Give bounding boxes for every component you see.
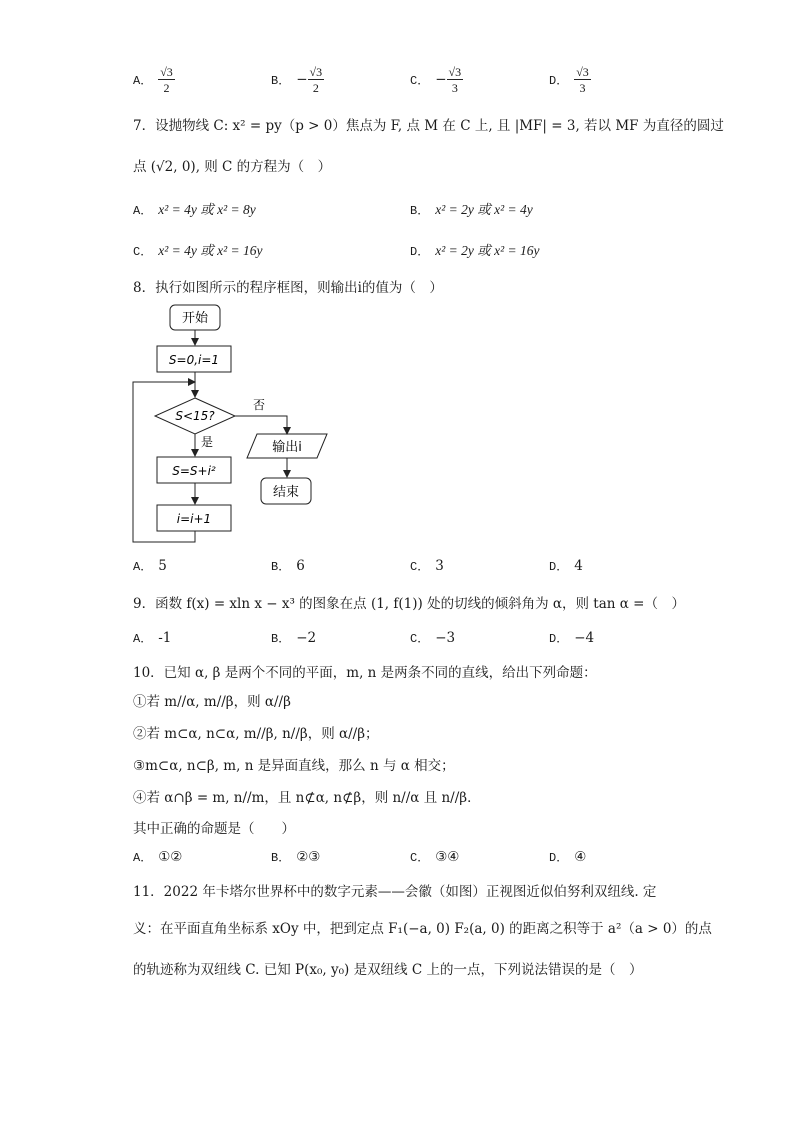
flow-init-label: S=0,i=1 <box>168 353 220 367</box>
q10-option-a: A． ①② <box>133 849 183 865</box>
q7-stem-line1: 7．设抛物线 C: x² = py（p > 0）焦点为 F, 点 M 在 C 上, 且 |MF| = 3, 若以 MF 为直径的圆过 <box>133 118 724 134</box>
q7-option-a: A． x² = 4y 或 x² = 8y <box>133 202 256 218</box>
q9-stem: 9．函数 f(x) = xln x − x³ 的图象在点 (1, f(1)) 处的切线的倾斜角为 α，则 tan α =（ ） <box>133 596 685 612</box>
q10-option-c: C． ③④ <box>410 849 460 865</box>
q8-option-d: D． 4 <box>549 558 583 574</box>
q8-stem: 8．执行如图所示的程序框图，则输出i的值为（ ） <box>133 280 443 296</box>
flow-yes-label: 是 <box>201 435 214 449</box>
q10-stem: 10．已知 α, β 是两个不同的平面，m, n 是两条不同的直线，给出下列命题： <box>133 665 597 681</box>
q10-option-b: B． ②③ <box>271 849 321 865</box>
q9-option-c: C． −3 <box>410 630 456 646</box>
q10-option-d: D． ④ <box>549 849 587 865</box>
q8-option-b: B． 6 <box>271 558 305 574</box>
q9-option-b: B． −2 <box>271 630 317 646</box>
q8-option-a: A． 5 <box>133 558 167 574</box>
q10-prop-4: ④若 α∩β = m, n//m，且 n⊄α, n⊄β，则 n//α 且 n//β． <box>133 790 481 806</box>
flow-condition-label: S<15? <box>175 409 215 423</box>
q10-prop-3: ③m⊂α, n⊂β, m, n 是异面直线，那么 n 与 α 相交； <box>133 758 455 774</box>
q11-stem-line2: 义：在平面直角坐标系 xOy 中，把到定点 F₁(−a, 0) F₂(a, 0) 的距离之积等于 a²（a > 0）的点 <box>133 921 712 937</box>
q7-stem-line2: 点 (√2, 0), 则 C 的方程为（ ） <box>133 159 332 175</box>
q10-prop-2: ②若 m⊂α, n⊂α, m//β, n//β，则 α//β； <box>133 726 379 742</box>
flow-start-label: 开始 <box>181 311 209 326</box>
q6-option-d: D． $\frac{√3}{3}$ <box>549 65 589 95</box>
q7-option-d: D． x² = 2y 或 x² = 16y <box>410 243 540 259</box>
q6-option-c: C． − $\frac{√3}{3}$ <box>410 65 462 95</box>
flow-output-label: 输出i <box>272 440 302 455</box>
q8-flowchart <box>125 300 345 550</box>
flow-no-label: 否 <box>253 398 266 412</box>
flow-update-i-label: i=i+1 <box>176 512 212 526</box>
flow-end-label: 结束 <box>272 485 300 500</box>
q7-option-b: B． x² = 2y 或 x² = 4y <box>410 202 533 218</box>
q11-stem-line1: 11．2022 年卡塔尔世界杯中的数字元素——会徽（如图）正视图近似伯努利双纽线. 定 <box>133 884 657 900</box>
q9-option-a: A． -1 <box>133 630 172 646</box>
q11-stem-line3: 的轨迹称为双纽线 C. 已知 P(x₀, y₀) 是双纽线 C 上的一点，下列说法错误的是（ ） <box>133 962 643 978</box>
q6-option-b: B． − $\frac{√3}{2}$ <box>271 65 323 95</box>
q8-option-c: C． 3 <box>410 558 444 574</box>
q10-prop-1: ①若 m//α, m//β，则 α//β <box>133 694 291 710</box>
q6-option-a: A． $\frac{√3}{2}$ <box>133 65 173 95</box>
flow-update-s-label: S=S+i² <box>172 464 216 478</box>
q9-option-d: D． −4 <box>549 630 595 646</box>
q10-ask: 其中正确的命题是（ ） <box>133 821 295 837</box>
q7-option-c: C． x² = 4y 或 x² = 16y <box>133 243 263 259</box>
